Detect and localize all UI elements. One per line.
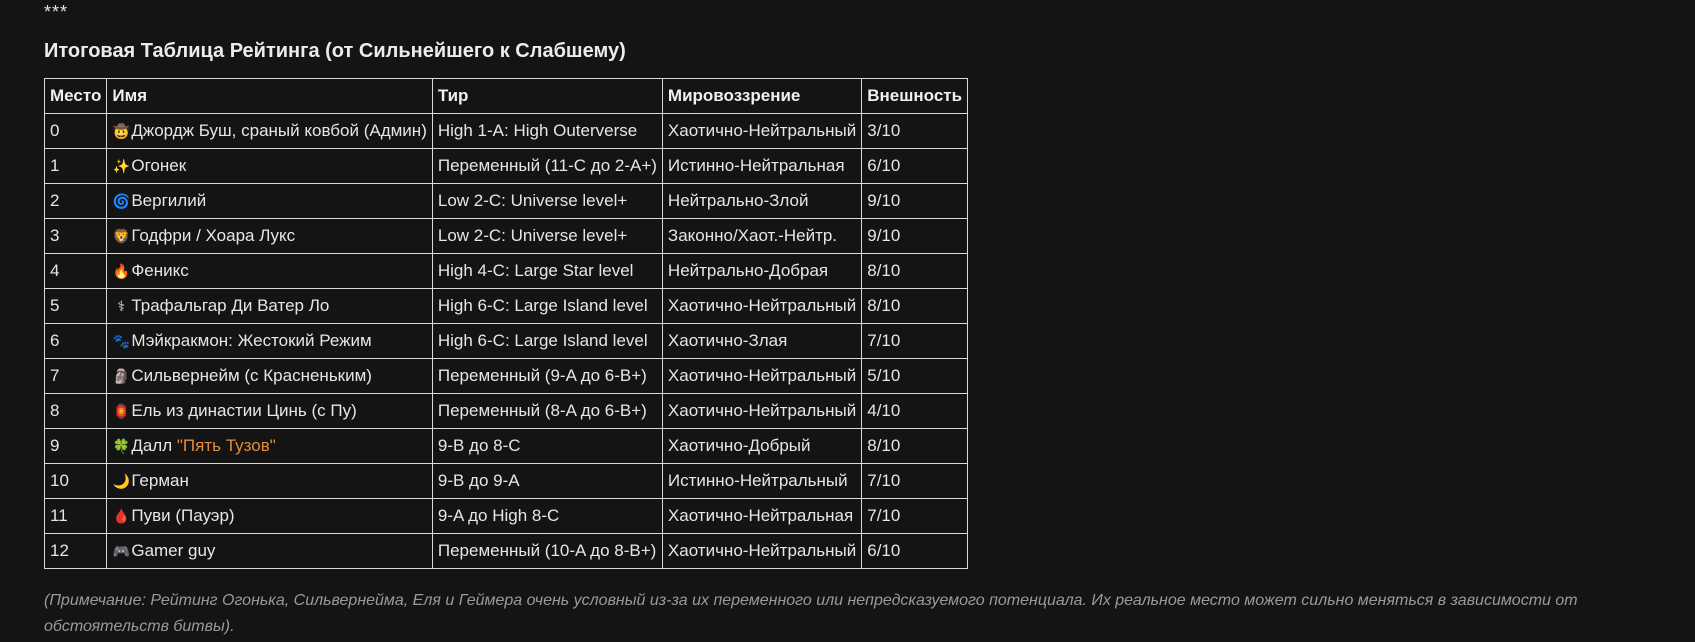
cell-alignment: Хаотично-Нейтральный	[662, 534, 861, 569]
table-heading: Итоговая Таблица Рейтинга (от Сильнейшего к Слабшему)	[44, 40, 626, 62]
cell-tier: Переменный (8-A до 6-B+)	[432, 394, 662, 429]
table-row	[45, 324, 968, 359]
cell-name	[107, 289, 433, 324]
cell-looks: 4/10	[862, 394, 968, 429]
table-row	[45, 499, 968, 534]
cell-place: 11	[45, 499, 107, 534]
cell-alignment: Истинно-Нейтральная	[662, 149, 861, 184]
section-separator: ***	[44, 2, 69, 22]
cell-alignment: Хаотично-Нейтральный	[662, 114, 861, 149]
character-name: Герман	[131, 471, 189, 490]
cell-tier: 9-A до High 8-C	[432, 499, 662, 534]
table-row	[45, 359, 968, 394]
cell-looks: 8/10	[862, 289, 968, 324]
lion-face-icon: 🦁	[112, 228, 131, 244]
cell-looks: 9/10	[862, 184, 968, 219]
cell-tier: 9-B до 9-A	[432, 464, 662, 499]
cell-looks: 9/10	[862, 219, 968, 254]
header-place: Место	[45, 79, 107, 114]
crescent-moon-icon: 🌙	[112, 473, 131, 489]
cell-name	[107, 219, 433, 254]
cell-tier: Переменный (10-A до 8-B+)	[432, 534, 662, 569]
cell-place: 5	[45, 289, 107, 324]
cell-tier: High 6-C: Large Island level	[432, 324, 662, 359]
header-tier: Тир	[432, 79, 662, 114]
footnote: (Примечание: Рейтинг Огонька, Сильвернейма, Еля и Геймера очень условный из-за их переменного или непредсказуемого потенциала. Их реальное место может сильно меняться в зависимости от обстоятельств битвы).	[44, 592, 1578, 635]
character-name: Пуви (Пауэр)	[131, 506, 235, 525]
table-row	[45, 394, 968, 429]
cell-place: 9	[45, 429, 107, 464]
cell-place: 0	[45, 114, 107, 149]
fire-icon: 🔥	[112, 263, 131, 279]
four-leaf-clover-icon: 🍀	[112, 438, 131, 454]
table-row	[45, 289, 968, 324]
cell-name	[107, 184, 433, 219]
drop-of-blood-icon: 🩸	[112, 508, 131, 524]
cell-tier: Low 2-C: Universe level+	[432, 184, 662, 219]
cell-looks: 3/10	[862, 114, 968, 149]
cell-name	[107, 464, 433, 499]
red-lantern-icon: 🏮	[112, 403, 131, 419]
cell-tier: High 6-C: Large Island level	[432, 289, 662, 324]
character-name: Мэйкракмон: Жестокий Режим	[131, 331, 372, 350]
character-name: Джордж Буш, сраный ковбой (Админ)	[131, 121, 427, 140]
table-header-row	[45, 79, 968, 114]
cell-name	[107, 534, 433, 569]
table-row	[45, 184, 968, 219]
moai-icon: 🗿	[112, 368, 131, 384]
cell-looks: 8/10	[862, 254, 968, 289]
header-looks: Внешность	[862, 79, 968, 114]
cell-looks: 7/10	[862, 499, 968, 534]
table-row	[45, 114, 968, 149]
game-controller-icon: 🎮	[112, 543, 131, 559]
cell-place: 12	[45, 534, 107, 569]
paw-prints-icon: 🐾	[112, 333, 131, 349]
cell-place: 3	[45, 219, 107, 254]
character-nickname: "Пять Тузов"	[176, 436, 276, 455]
cell-alignment: Хаотично-Нейтральный	[662, 394, 861, 429]
cell-alignment: Хаотично-Злая	[662, 324, 861, 359]
character-name: Далл	[131, 436, 177, 455]
header-alignment: Мировоззрение	[662, 79, 861, 114]
cyclone-icon: 🌀	[112, 193, 131, 209]
sparkles-icon: ✨	[112, 158, 131, 174]
table-row	[45, 464, 968, 499]
cell-alignment: Хаотично-Добрый	[662, 429, 861, 464]
cell-name	[107, 149, 433, 184]
character-name: Огонек	[131, 156, 187, 175]
character-name: Годфри / Хоара Лукс	[131, 226, 296, 245]
cell-place: 4	[45, 254, 107, 289]
character-name: Ель из династии Цинь (с Пу)	[131, 401, 357, 420]
cell-looks: 7/10	[862, 324, 968, 359]
table-row	[45, 149, 968, 184]
cell-place: 6	[45, 324, 107, 359]
character-name: Феникс	[131, 261, 189, 280]
cell-alignment: Хаотично-Нейтральный	[662, 359, 861, 394]
cell-looks: 6/10	[862, 534, 968, 569]
cell-alignment: Истинно-Нейтральный	[662, 464, 861, 499]
cell-name	[107, 394, 433, 429]
cell-tier: High 4-C: Large Star level	[432, 254, 662, 289]
cell-place: 1	[45, 149, 107, 184]
cell-place: 2	[45, 184, 107, 219]
character-name: Сильвернейм (с Красненьким)	[131, 366, 372, 385]
cell-alignment: Законно/Хаот.-Нейтр.	[662, 219, 861, 254]
table-row	[45, 219, 968, 254]
cell-name	[107, 114, 433, 149]
cell-place: 8	[45, 394, 107, 429]
cell-name	[107, 254, 433, 289]
character-name: Вергилий	[131, 191, 207, 210]
table-row	[45, 534, 968, 569]
cell-tier: High 1-A: High Outerverse	[432, 114, 662, 149]
table-body	[45, 114, 968, 569]
cell-alignment: Нейтрально-Злой	[662, 184, 861, 219]
cell-alignment: Хаотично-Нейтральная	[662, 499, 861, 534]
cell-place: 7	[45, 359, 107, 394]
cell-name	[107, 499, 433, 534]
cell-tier: Переменный (11-C до 2-A+)	[432, 149, 662, 184]
cell-name	[107, 324, 433, 359]
character-name: Трафальгар Ди Ватер Ло	[131, 296, 330, 315]
cell-tier: Переменный (9-A до 6-B+)	[432, 359, 662, 394]
cell-alignment: Нейтрально-Добрая	[662, 254, 861, 289]
cell-looks: 5/10	[862, 359, 968, 394]
character-name: Gamer guy	[131, 541, 216, 560]
cell-name	[107, 429, 433, 464]
cell-place: 10	[45, 464, 107, 499]
cell-tier: Low 2-C: Universe level+	[432, 219, 662, 254]
cell-alignment: Хаотично-Нейтральный	[662, 289, 861, 324]
table-row	[45, 254, 968, 289]
cell-looks: 6/10	[862, 149, 968, 184]
header-name: Имя	[107, 79, 433, 114]
medical-symbol-icon: ⚕	[117, 298, 126, 314]
cell-looks: 8/10	[862, 429, 968, 464]
cowboy-face-icon: 🤠	[112, 123, 131, 139]
cell-name	[107, 359, 433, 394]
table-row	[45, 429, 968, 464]
rating-table	[44, 78, 968, 569]
cell-looks: 7/10	[862, 464, 968, 499]
cell-tier: 9-B до 8-C	[432, 429, 662, 464]
